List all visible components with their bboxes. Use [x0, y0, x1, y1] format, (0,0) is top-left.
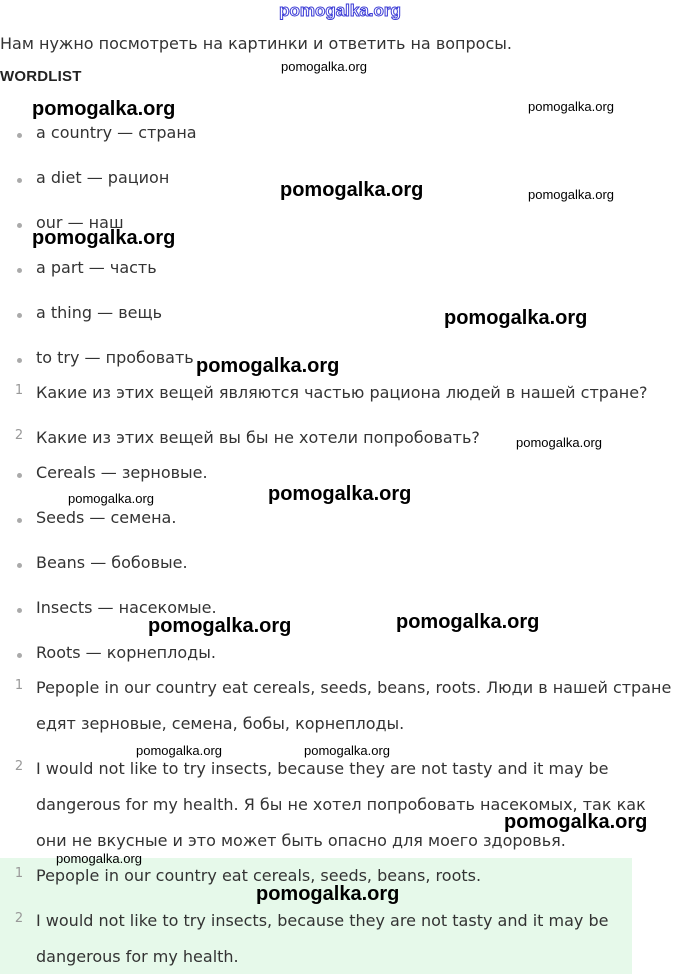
wordlist-entry: a country — страна: [36, 123, 197, 142]
watermark: pomogalka.org: [68, 491, 154, 506]
watermark: pomogalka.org: [56, 851, 142, 866]
watermark: pomogalka.org: [136, 743, 222, 758]
bullet-icon: [17, 653, 22, 658]
vocab-entry: Roots — корнеплоды.: [36, 643, 216, 662]
watermark: pomogalka.org: [304, 743, 390, 758]
watermark: pomogalka.org: [504, 811, 648, 833]
bullet-icon: [17, 268, 22, 273]
vocab-entry: Insects — насекомые.: [36, 598, 217, 617]
wordlist-entry: a diet — рацион: [36, 168, 170, 187]
question-text: Какие из этих вещей являются частью рациона людей в нашей стране?: [36, 383, 648, 402]
answer-number: 2: [14, 759, 24, 774]
watermark: pomogalka.org: [528, 99, 614, 114]
question-number: 2: [14, 428, 24, 443]
bullet-icon: [17, 473, 22, 478]
answer-number: 1: [14, 866, 24, 881]
watermark: pomogalka.org: [32, 98, 176, 120]
answer-line: dangerous for my health.: [36, 947, 239, 966]
watermark: pomogalka.org: [528, 187, 614, 202]
site-logo[interactable]: pomogalka.org: [279, 1, 401, 20]
bullet-icon: [17, 518, 22, 523]
question-number: 1: [14, 383, 24, 398]
bullet-icon: [17, 563, 22, 568]
bullet-icon: [17, 313, 22, 318]
vocab-entry: Seeds — семена.: [36, 508, 177, 527]
watermark: pomogalka.org: [516, 435, 602, 450]
bullet-icon: [17, 223, 22, 228]
vocab-entry: Cereals — зерновые.: [36, 463, 208, 482]
answer-line: I would not like to try insects, because they are not tasty and it may be: [36, 911, 609, 930]
wordlist-entry: a thing — вещь: [36, 303, 162, 322]
wordlist-heading: WORDLIST: [0, 68, 82, 85]
wordlist-entry: a part — часть: [36, 258, 157, 277]
answer-line: они не вкусные и это может быть опасно для моего здоровья.: [36, 831, 566, 850]
wordlist-entry: to try — пробовать: [36, 348, 194, 367]
watermark: pomogalka.org: [281, 59, 367, 74]
watermark: pomogalka.org: [32, 227, 176, 249]
vocab-entry: Beans — бобовые.: [36, 553, 188, 572]
bullet-icon: [17, 608, 22, 613]
intro-text: Нам нужно посмотреть на картинки и ответить на вопросы.: [0, 34, 512, 53]
question-text: Какие из этих вещей вы бы не хотели попробовать?: [36, 428, 480, 447]
watermark: pomogalka.org: [196, 355, 340, 377]
watermark: pomogalka.org: [444, 307, 588, 329]
answer-line: I would not like to try insects, because they are not tasty and it may be: [36, 759, 609, 778]
watermark: pomogalka.org: [280, 179, 424, 201]
answer-line: Pepople in our country eat cereals, seeds, beans, roots.: [36, 866, 482, 885]
watermark: pomogalka.org: [256, 883, 400, 905]
watermark: pomogalka.org: [148, 615, 292, 637]
bullet-icon: [17, 178, 22, 183]
answer-line: едят зерновые, семена, бобы, корнеплоды.: [36, 714, 405, 733]
bullet-icon: [17, 133, 22, 138]
answer-line: dangerous for my health. Я бы не хотел попробовать насекомых, так как: [36, 795, 646, 814]
watermark: pomogalka.org: [396, 611, 540, 633]
bullet-icon: [17, 358, 22, 363]
watermark: pomogalka.org: [268, 483, 412, 505]
wordlist-entry: our — наш: [36, 213, 124, 232]
answer-number: 2: [14, 911, 24, 926]
answer-number: 1: [14, 678, 24, 693]
answer-line: Pepople in our country eat cereals, seeds, beans, roots. Люди в нашей стране: [36, 678, 672, 697]
